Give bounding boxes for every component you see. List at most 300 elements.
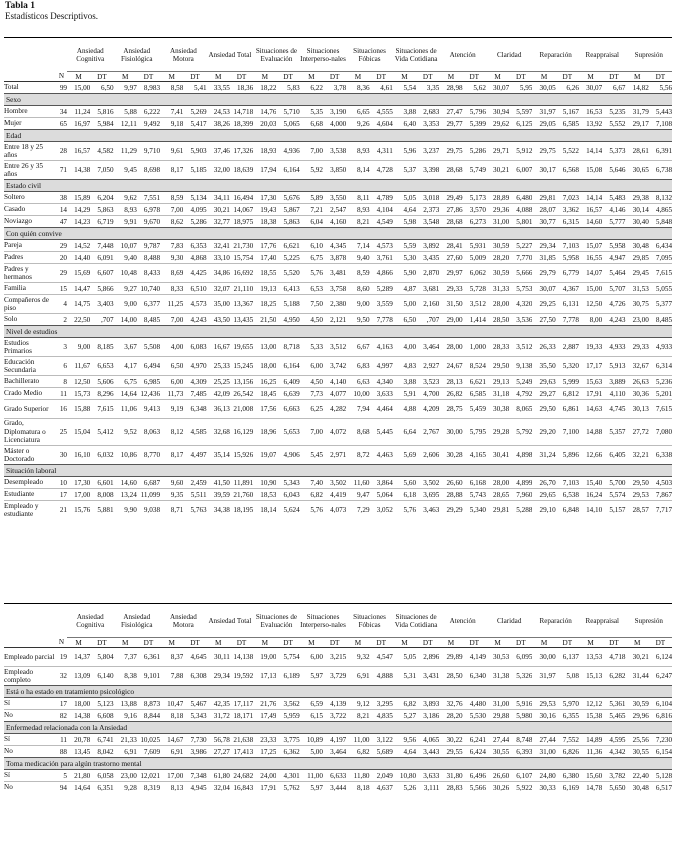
cell-mean: 17,56 <box>253 400 276 419</box>
cell-mean: 14,78 <box>586 783 603 792</box>
stat-header-dt: DT <box>137 72 160 82</box>
cell-n: 11 <box>56 388 67 400</box>
cell-mean: 31,00 <box>493 217 510 226</box>
cell-mean: 29,81 <box>532 192 555 204</box>
row-label: Padres y hermanos <box>4 264 56 283</box>
row-label: Crado Medio <box>4 388 56 400</box>
stat-header-m: M <box>253 638 276 648</box>
cell-sd: 6,338 <box>655 451 673 459</box>
cell-sd: 7,778 <box>562 315 579 324</box>
cell-mean: 26,63 <box>626 376 649 388</box>
cell-sd: 7,348 <box>183 770 206 782</box>
cell-mean: 6,50 <box>403 315 417 324</box>
cell-sd: 7,448 <box>90 240 113 252</box>
column-header: Ansiedad Cognitiva <box>67 604 114 638</box>
cell-mean: 29,13 <box>486 376 509 388</box>
cell-mean: 32,07 <box>207 283 230 295</box>
cell-mean: 14,40 <box>67 252 90 264</box>
cell-mean: 6,83 <box>346 357 369 376</box>
cell-mean: 30,59 <box>486 240 509 252</box>
column-header: Atención <box>439 38 486 72</box>
cell-mean: 19,33 <box>579 338 602 357</box>
column-header: Atención <box>439 604 486 638</box>
cell-sd: 21,730 <box>230 240 253 252</box>
stat-header-m: M <box>253 72 276 82</box>
cell-mean: 14,29 <box>67 204 90 216</box>
column-header: Supresión <box>626 38 673 72</box>
column-header: Situaciones de Vida Cotidiana <box>393 38 440 72</box>
stat-header-dt: DT <box>463 638 486 648</box>
cell-sd: 7,485 <box>183 388 206 400</box>
cell-mean: 26,33 <box>532 338 555 357</box>
cell-sd: 18,36 <box>237 83 254 92</box>
cell-mean: 14,10 <box>586 506 603 514</box>
cell-mean: 12,50 <box>67 376 90 388</box>
cell-mean: 28,68 <box>446 217 463 226</box>
cell-sd: 3,463 <box>423 506 440 514</box>
cell-mean: 29,17 <box>632 119 649 128</box>
cell-sd: 5,56 <box>659 83 673 92</box>
cell-mean: 9,27 <box>114 283 137 295</box>
cell-mean: 10,48 <box>114 264 137 283</box>
cell-sd: 6,621 <box>463 376 486 388</box>
cell-sd: 6,812 <box>556 388 579 400</box>
cell-mean: 26,70 <box>532 477 555 489</box>
cell-sd: 4,160 <box>330 217 347 226</box>
cell-mean: 14,52 <box>67 240 90 252</box>
cell-mean: 17,13 <box>260 672 277 680</box>
section-header <box>4 758 672 770</box>
cell-sd: 4,342 <box>609 747 626 756</box>
cell-sd: 4,604 <box>376 119 393 128</box>
cell-sd: 4,555 <box>370 106 393 118</box>
cell-mean: 26,60 <box>439 477 462 489</box>
stat-header-m: M <box>532 72 555 82</box>
cell-mean: 15,08 <box>586 166 603 174</box>
cell-mean: 21,50 <box>260 315 277 324</box>
section-title: Toma medicación para algún trastorno mental <box>4 758 672 770</box>
cell-sd: 5,361 <box>602 698 625 710</box>
cell-sd: 5,412 <box>90 419 113 446</box>
cell-sd: 17,326 <box>230 142 253 161</box>
cell-sd: 7,730 <box>183 734 206 746</box>
stat-header-m: M <box>67 638 90 648</box>
cell-sd: 3,536 <box>516 315 533 324</box>
stat-header-dt: DT <box>183 72 206 82</box>
cell-sd: 6,607 <box>90 264 113 283</box>
cell-mean: 14,00 <box>120 315 137 324</box>
cell-mean: 28,50 <box>446 672 463 680</box>
cell-mean: 5,45 <box>310 451 323 459</box>
cell-mean: 10,80 <box>393 770 416 782</box>
cell-sd: 6,154 <box>655 747 673 756</box>
cell-sd: 2,160 <box>416 295 439 314</box>
cell-mean: 6,04 <box>310 217 323 226</box>
cell-mean: 21,33 <box>114 734 137 746</box>
column-header: Reappraisal <box>579 38 626 72</box>
cell-mean: 7,00 <box>300 419 323 446</box>
cell-mean: 27,72 <box>626 419 649 446</box>
cell-mean: 7,29 <box>356 506 370 514</box>
cell-mean: 5,69 <box>403 451 417 459</box>
cell-sd: 7,551 <box>137 192 160 204</box>
cell-sd: 5,357 <box>602 419 625 446</box>
cell-sd: 3,512 <box>509 338 532 357</box>
cell-sd: 6,585 <box>562 119 579 128</box>
cell-mean: 8,72 <box>356 451 370 459</box>
cell-sd: 5,286 <box>190 217 207 226</box>
cell-sd: 12,021 <box>137 770 160 782</box>
cell-mean: 12,66 <box>586 451 603 459</box>
stat-header-n: N <box>56 72 67 82</box>
cell-sd: 24,682 <box>230 770 253 782</box>
cell-mean: 15,04 <box>67 419 90 446</box>
cell-sd: 3,523 <box>416 376 439 388</box>
cell-mean: 8,12 <box>160 419 183 446</box>
stat-header-m: M <box>486 72 509 82</box>
cell-mean: 29,45 <box>626 264 649 283</box>
cell-sd: 18,399 <box>233 119 254 128</box>
cell-sd: 9,492 <box>143 119 161 128</box>
cell-mean: 8,21 <box>356 217 370 226</box>
cell-mean: 29,49 <box>439 192 462 204</box>
cell-mean: 5,05 <box>393 192 416 204</box>
cell-sd: 6,26 <box>566 83 579 92</box>
cell-sd: 4,866 <box>370 264 393 283</box>
cell-sd: 17,413 <box>233 747 254 756</box>
cell-mean: 19,13 <box>253 283 276 295</box>
cell-mean: 28,00 <box>486 295 509 314</box>
cell-sd: 3,502 <box>323 477 346 489</box>
cell-mean: 31,53 <box>626 283 649 295</box>
cell-sd: 7,867 <box>649 489 672 501</box>
cell-mean: 31,44 <box>632 672 649 680</box>
cell-mean: 30,55 <box>632 747 649 756</box>
cell-sd: 2,896 <box>416 648 439 667</box>
row-label: Hombre <box>4 106 56 118</box>
cell-mean: 5,54 <box>403 83 417 92</box>
cell-sd: 3,548 <box>423 217 440 226</box>
cell-mean: 16,57 <box>579 204 602 216</box>
cell-sd: 4,898 <box>516 451 533 459</box>
cell-mean: 5,97 <box>310 783 323 792</box>
cell-sd: 2,049 <box>370 770 393 782</box>
cell-mean: 8,60 <box>346 283 369 295</box>
cell-mean: 29,77 <box>446 119 463 128</box>
cell-sd: 5,707 <box>602 283 625 295</box>
cell-mean: 9,00 <box>346 295 369 314</box>
table-row <box>4 698 672 710</box>
cell-mean: 33,55 <box>213 83 230 92</box>
cell-sd: 4,464 <box>370 400 393 419</box>
cell-mean: 13,45 <box>74 747 91 756</box>
cell-mean: 35,14 <box>213 451 230 459</box>
cell-mean: 30,26 <box>493 783 510 792</box>
cell-mean: 9,12 <box>346 698 369 710</box>
cell-sd: 3,444 <box>330 783 347 792</box>
cell-sd: 3,052 <box>376 506 393 514</box>
table-row <box>4 338 672 357</box>
cell-sd: 4,950 <box>283 315 300 324</box>
cell-mean: 9,00 <box>67 338 90 357</box>
cell-mean: 15,76 <box>74 506 91 514</box>
cell-sd: 6,663 <box>276 400 299 419</box>
cell-mean: 17,30 <box>253 192 276 204</box>
cell-mean: 31,24 <box>539 451 556 459</box>
cell-n: 6 <box>56 357 67 376</box>
cell-mean: 30,65 <box>632 166 649 174</box>
cell-sd: 4,425 <box>183 264 206 283</box>
cell-mean: 29,65 <box>532 489 555 501</box>
cell-n: 2 <box>63 315 67 324</box>
cell-n: 3 <box>56 338 67 357</box>
cell-n: 10 <box>56 477 67 489</box>
cell-mean: 11,80 <box>346 770 369 782</box>
cell-sd: 5,801 <box>516 217 533 226</box>
cell-mean: 30,40 <box>632 217 649 226</box>
cell-mean: 61,80 <box>207 770 230 782</box>
section-title: Edad <box>4 130 672 142</box>
cell-mean: 8,59 <box>346 264 369 283</box>
cell-mean: 9,40 <box>114 252 137 264</box>
cell-sd: 4,61 <box>380 83 393 92</box>
cell-mean: 30,00 <box>439 419 462 446</box>
cell-mean: 11,25 <box>160 295 183 314</box>
cell-sd: 3,502 <box>416 477 439 489</box>
cell-sd: 6,104 <box>649 698 672 710</box>
cell-mean: 14,60 <box>114 477 137 489</box>
cell-sd: 3,35 <box>426 83 440 92</box>
cell-sd: 6,985 <box>137 376 160 388</box>
cell-mean: 29,75 <box>532 142 555 161</box>
cell-sd: 6,633 <box>323 770 346 782</box>
cell-sd: 18,195 <box>233 506 254 514</box>
table-row <box>4 264 672 283</box>
cell-sd: 5,700 <box>602 477 625 489</box>
cell-mean: 6,00 <box>300 648 323 667</box>
cell-sd: 3,878 <box>323 252 346 264</box>
row-label: Noviazgo <box>4 217 32 226</box>
cell-sd: 3,681 <box>416 283 439 295</box>
cell-mean: 16,25 <box>253 376 276 388</box>
cell-sd: 6,848 <box>562 506 579 514</box>
cell-sd: 18,639 <box>233 166 254 174</box>
cell-sd: 6,032 <box>97 451 114 459</box>
cell-sd: 14,138 <box>230 648 253 667</box>
cell-sd: 4,065 <box>416 734 439 746</box>
cell-sd: 5,710 <box>276 106 299 118</box>
cell-sd: 4,899 <box>509 477 532 489</box>
cell-mean: 7,83 <box>160 240 183 252</box>
cell-sd: 4,865 <box>649 204 672 216</box>
cell-sd: 6,247 <box>655 672 673 680</box>
cell-mean: 4,88 <box>393 400 416 419</box>
cell-mean: 7,21 <box>300 204 323 216</box>
cell-mean: 17,00 <box>160 770 183 782</box>
cell-sd: 8,488 <box>137 252 160 264</box>
cell-sd: 6,222 <box>137 106 160 118</box>
cell-mean: 8,38 <box>124 672 137 680</box>
section-header <box>4 130 672 142</box>
cell-mean: 27,50 <box>539 315 556 324</box>
cell-mean: 16,57 <box>67 142 90 161</box>
cell-mean: 29,63 <box>532 376 555 388</box>
cell-sd: 4,728 <box>376 166 393 174</box>
stat-header-dt: DT <box>90 72 113 82</box>
cell-sd: 6,091 <box>90 252 113 264</box>
stat-header-m: M <box>346 638 369 648</box>
cell-sd: 7,230 <box>649 734 672 746</box>
cell-sd: 6,538 <box>556 489 579 501</box>
cell-mean: 14,14 <box>579 192 602 204</box>
cell-mean: 28,20 <box>446 711 463 720</box>
cell-mean: 11,73 <box>160 388 183 400</box>
section-header <box>4 722 672 734</box>
cell-mean: 31,00 <box>539 747 556 756</box>
table-row <box>4 216 672 228</box>
cell-sd: 6,164 <box>283 166 300 174</box>
cell-sd: 4,243 <box>609 315 626 324</box>
cell-mean: 29,00 <box>446 315 463 324</box>
cell-sd: 5,762 <box>283 783 300 792</box>
cell-mean: 17,25 <box>260 747 277 756</box>
cell-mean: 6,63 <box>346 376 369 388</box>
section-header <box>4 686 672 698</box>
cell-mean: 28,98 <box>446 83 463 92</box>
cell-sd: 4,309 <box>183 376 206 388</box>
cell-sd: 6,168 <box>463 477 486 489</box>
cell-mean: 6,91 <box>356 672 370 680</box>
cell-mean: 32,21 <box>632 451 649 459</box>
cell-sd: 26,542 <box>230 388 253 400</box>
cell-sd: 3,190 <box>323 106 346 118</box>
cell-sd: 5,863 <box>90 204 113 216</box>
cell-mean: 3,88 <box>393 376 416 388</box>
cell-sd: 6,282 <box>609 672 626 680</box>
cell-sd: 5,816 <box>90 106 113 118</box>
cell-sd: 1,414 <box>469 315 486 324</box>
cell-mean: 11,60 <box>346 477 369 489</box>
cell-sd: 2,373 <box>416 204 439 216</box>
table-row <box>4 400 672 419</box>
cell-mean: 39,59 <box>207 489 230 501</box>
row-label: Educación Secundaria <box>4 357 56 376</box>
stat-header-m: M <box>626 638 649 648</box>
cell-sd: 4,163 <box>370 338 393 357</box>
cell-sd: 2,887 <box>556 338 579 357</box>
cell-n: 71 <box>59 166 67 174</box>
column-header: Situaciones de Evaluación <box>253 38 300 72</box>
cell-mean: 14,60 <box>586 217 603 226</box>
cell-mean: 29,75 <box>439 142 462 161</box>
cell-sd: 7,778 <box>376 315 393 324</box>
section-title: Estado civil <box>4 180 672 192</box>
cell-sd: 7,609 <box>143 747 161 756</box>
cell-mean: 30,07 <box>493 83 510 92</box>
cell-sd: 4,997 <box>370 357 393 376</box>
cell-sd: 4,419 <box>323 489 346 501</box>
cell-mean: 26,82 <box>439 388 462 400</box>
cell-sd: 4,700 <box>416 388 439 400</box>
cell-sd: 6,413 <box>276 283 299 295</box>
cell-mean: 8,18 <box>356 783 370 792</box>
cell-mean: 16,55 <box>579 252 602 264</box>
cell-mean: 7,37 <box>114 648 137 667</box>
cell-mean: 4,00 <box>160 338 183 357</box>
row-label: Total <box>4 83 19 92</box>
cell-mean: 6,59 <box>300 698 323 710</box>
cell-mean: 35,00 <box>207 295 230 314</box>
cell-sd: 4,947 <box>602 252 625 264</box>
cell-sd: 7,050 <box>97 166 114 174</box>
cell-sd: 8,770 <box>143 451 161 459</box>
cell-mean: 6,18 <box>393 489 416 501</box>
cell-mean: 30,07 <box>532 283 555 295</box>
cell-mean: 30,33 <box>539 783 556 792</box>
cell-mean: 6,68 <box>310 119 323 128</box>
row-label: Mujer <box>4 119 22 128</box>
cell-sd: 5,896 <box>562 451 579 459</box>
row-label: No <box>4 783 13 792</box>
cell-sd: 5,167 <box>556 106 579 118</box>
cell-mean: 29,79 <box>532 264 555 283</box>
cell-sd: 6,719 <box>97 217 114 226</box>
cell-mean: 6,22 <box>310 83 323 92</box>
cell-sd: 5,286 <box>463 142 486 161</box>
cell-mean: 15,73 <box>67 388 90 400</box>
cell-mean: 30,28 <box>446 451 463 459</box>
column-header: Reparación <box>532 38 579 72</box>
cell-sd: 2,683 <box>416 106 439 118</box>
cell-mean: 30,05 <box>539 83 556 92</box>
cell-n: 32 <box>59 672 67 680</box>
row-label: Padres <box>4 252 56 264</box>
cell-mean: 31,97 <box>532 106 555 118</box>
cell-mean: 14,37 <box>67 648 90 667</box>
cell-sd: 1,000 <box>463 338 486 357</box>
cell-mean: 27,86 <box>439 204 462 216</box>
column-header: Situaciones Fóbicas <box>346 604 393 638</box>
row-label: Sí <box>4 698 56 710</box>
cell-sd: 3,464 <box>416 338 439 357</box>
cell-n: 29 <box>56 240 67 252</box>
cell-mean: 25,56 <box>626 734 649 746</box>
column-header: Ansiedad Total <box>207 604 254 638</box>
cell-mean: 13,09 <box>74 672 91 680</box>
cell-sd: 4,792 <box>509 388 532 400</box>
cell-sd: 8,698 <box>143 166 161 174</box>
cell-sd: 5,288 <box>516 506 533 514</box>
cell-mean: 21,80 <box>67 770 90 782</box>
cell-n: 5 <box>56 770 67 782</box>
cell-mean: 29,25 <box>532 295 555 314</box>
cell-mean: 4,83 <box>393 357 416 376</box>
cell-sd: 5,326 <box>516 672 533 680</box>
cell-mean: 29,50 <box>532 400 555 419</box>
cell-n: 82 <box>59 711 67 720</box>
cell-sd: 4,072 <box>323 419 346 446</box>
cell-mean: 9,56 <box>393 734 416 746</box>
table-row <box>4 314 672 326</box>
cell-sd: 8,319 <box>143 783 161 792</box>
cell-sd: 3,893 <box>416 698 439 710</box>
cell-mean: 15,63 <box>579 376 602 388</box>
cell-mean: 8,93 <box>346 142 369 161</box>
cell-sd: 5,848 <box>655 217 673 226</box>
table-subtitle: Estadísticos Descriptivos. <box>5 11 98 21</box>
cell-sd: 16,843 <box>233 783 254 792</box>
cell-sd: 15,245 <box>230 357 253 376</box>
